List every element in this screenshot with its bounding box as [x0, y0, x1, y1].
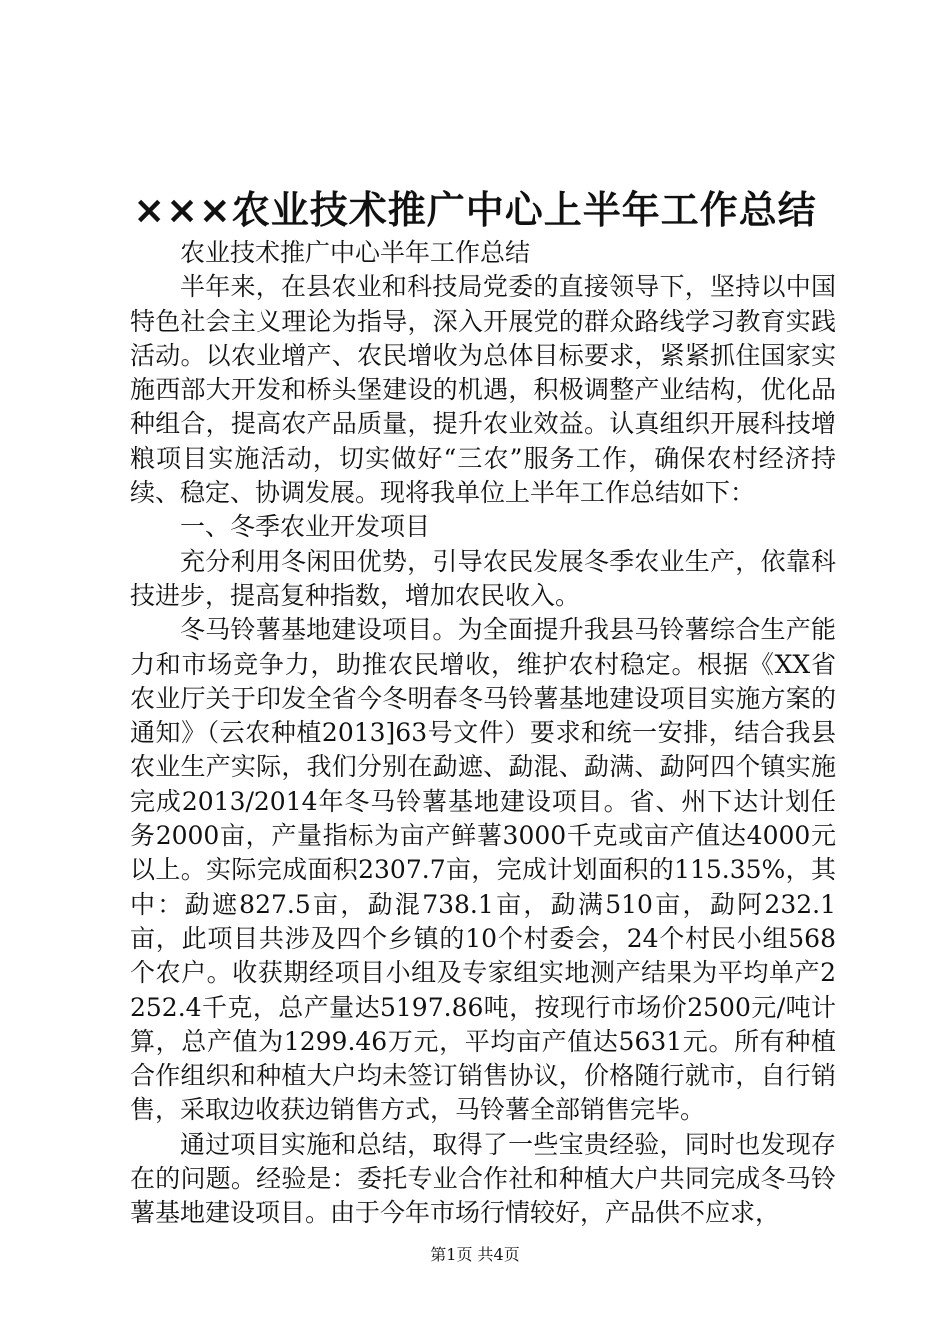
- document-body: [130, 236, 836, 1231]
- intro-paragraph: 半年来，在县农业和科技局党委的直接领导下，坚持以中国特色社会主义理论为指导，深入开展党的群众路线学习教育实践活动。以农业增产、农民增收为总体目标要求，紧紧抓住国家实施西部大开发和桥头堡建设的机遇，积极调整产业结构，优化品种组合，提高农产品质量，提升农业效益。认真组织开展科技增粮项目实施活动，切实做好“三农”服务工作，确保农村经济持续、稳定、协调发展。现将我单位上半年工作总结如下：: [130, 272, 836, 508]
- document-title: ×××农业技术推广中心上半年工作总结: [133, 188, 817, 232]
- section-heading: 一、冬季农业开发项目: [180, 512, 431, 542]
- page-number-footer: 第1页 共4页: [430, 1245, 520, 1264]
- subtitle-paragraph: 农业技术推广中心半年工作总结: [180, 238, 531, 267]
- body-paragraph: 充分利用冬闲田优势，引导农民发展冬季农业生产，依靠科技进步，提高复种指数，增加农民收入。: [130, 546, 836, 610]
- body-paragraph: 冬马铃薯基地建设项目。为全面提升我县马铃薯综合生产能力和市场竞争力，助推农民增收，维护农村稳定。根据《XX省农业厅关于印发全省今冬明春冬马铃薯基地建设项目实施方案的通知》（云农种植2013]63号文件）要求和统一安排，结合我县农业生产实际，我们分别在勐遮、勐混、勐满、勐阿四个镇实施完成2013/2014年冬马铃薯基地建设项目。省、州下达计划任务2000亩，产量指标为亩产鲜薯3000千克或亩产值达4000元以上。实际完成面积2307.7亩，完成计划面积的115.35%，其中：勐遮827.5亩，勐混738.1亩，勐满510亩，勐阿232.1亩，此项目共涉及四个乡镇的10个村委会，24个村民小组568个农户。收获期经项目小组及专家组实地测产结果为平均单产2252.4千克，总产量达5197.86吨，按现行市场价2500元/吨计算，总产值为1299.46万元，平均亩产值达5631元。所有种植合作组织和种植大户均未签订销售协议，价格随行就市，自行销售，采取边收获边销售方式，马铃薯全部销售完毕。: [130, 615, 836, 1125]
- body-paragraph: 通过项目实施和总结，取得了一些宝贵经验，同时也发现存在的问题。经验是：委托专业合作社和种植大户共同完成冬马铃薯基地建设项目。由于今年市场行情较好，产品供不应求，: [130, 1129, 836, 1228]
